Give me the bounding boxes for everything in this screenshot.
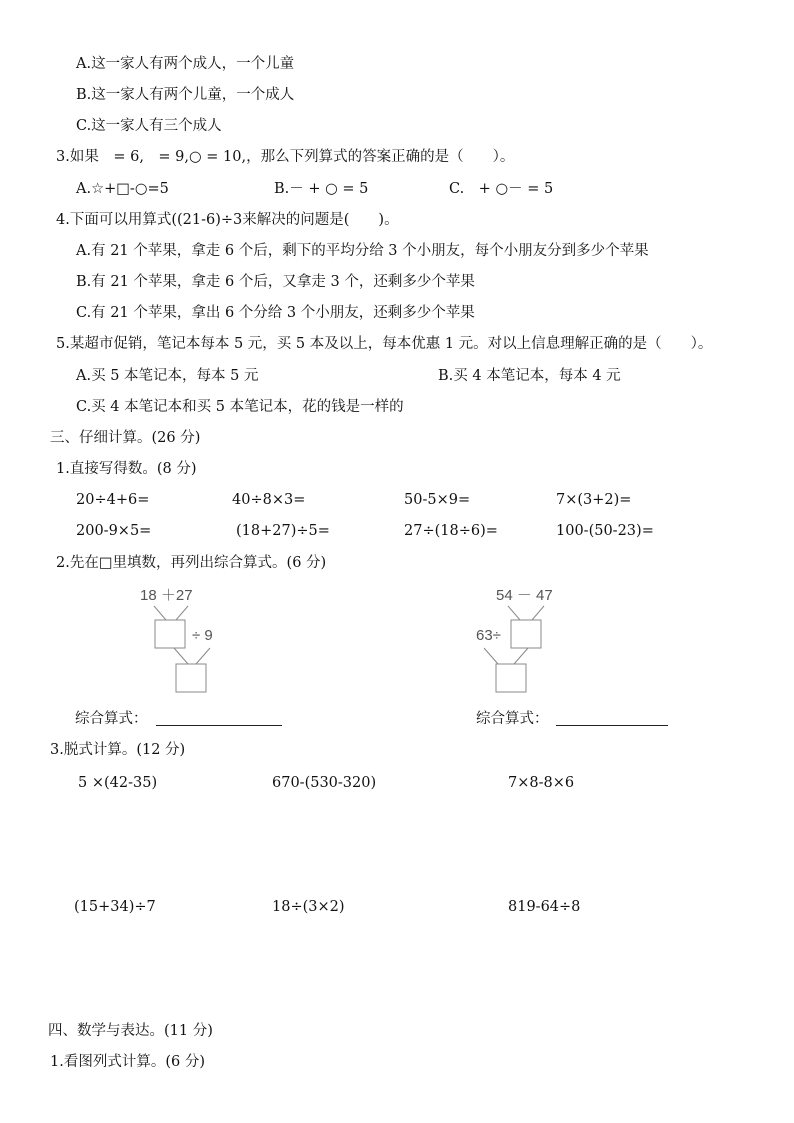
answer-box bbox=[176, 664, 206, 692]
oral-calc-item: 20÷4+6= bbox=[76, 492, 150, 508]
section3-part1-title: 1.直接写得数。(8 分) bbox=[56, 461, 197, 477]
step-calc-item: 7×8-8×6 bbox=[508, 775, 575, 791]
section4-part1-title: 1.看图列式计算。(6 分) bbox=[50, 1054, 205, 1070]
q3-stem: 3.如果 = 6, = 9,○ = 10,，那么下列算式的答案正确的是（ ）。 bbox=[56, 149, 515, 165]
oral-calc-item: 100-(50-23)= bbox=[556, 523, 654, 539]
q2-option-a: A.这一家人有两个成人，一个儿童 bbox=[76, 56, 295, 72]
answer-box bbox=[155, 620, 185, 648]
q2-option-b: B.这一家人有两个儿童，一个成人 bbox=[76, 87, 295, 103]
combined-label-right: 综合算式： bbox=[476, 711, 549, 727]
q2-option-c: C.这一家人有三个成人 bbox=[76, 118, 222, 134]
diagram-left-side: ÷ 9 bbox=[192, 627, 213, 644]
q5-stem: 5.某超市促销，笔记本每本 5 元，买 5 本及以上，每本优惠 1 元。对以上信息理解正确的是（ ）。 bbox=[56, 336, 713, 352]
diagram-left-top: 18 ＋27 bbox=[140, 587, 193, 604]
q3-option-a: A.☆+□-○=5 bbox=[76, 181, 169, 197]
step-calc-item: 670-(530-320) bbox=[272, 775, 377, 791]
connector-line bbox=[196, 648, 210, 664]
section3-title: 三、仔细计算。(26 分) bbox=[50, 430, 201, 446]
connector-line bbox=[514, 648, 528, 664]
connector-line bbox=[176, 606, 188, 620]
step-calc-item: 18÷(3×2) bbox=[272, 899, 345, 915]
oral-calc-item: 7×(3+2)= bbox=[556, 492, 632, 508]
q4-option-a: A.有 21 个苹果，拿走 6 个后，剩下的平均分给 3 个小朋友，每个小朋友分到多少个苹果 bbox=[76, 243, 649, 259]
step-calc-item: (15+34)÷7 bbox=[74, 899, 156, 915]
oral-calc-item: 200-9×5= bbox=[76, 523, 152, 539]
q3-option-c: C. + ○－ = 5 bbox=[449, 181, 554, 197]
step-calc-item: 5 ×(42-35) bbox=[78, 775, 158, 791]
q5-option-a: A.买 5 本笔记本，每本 5 元 bbox=[76, 368, 259, 384]
q4-option-c: C.有 21 个苹果，拿出 6 个分给 3 个小朋友，还剩多少个苹果 bbox=[76, 305, 475, 321]
section3-part3-title: 3.脱式计算。(12 分) bbox=[50, 742, 186, 758]
oral-calc-item: (18+27)÷5= bbox=[236, 523, 330, 539]
section3-part2-title: 2.先在□里填数，再列出综合算式。(6 分) bbox=[56, 555, 327, 571]
step-calc-item: 819-64÷8 bbox=[508, 899, 581, 915]
section4-title: 四、数学与表达。(11 分) bbox=[48, 1023, 213, 1039]
answer-blank-right[interactable] bbox=[556, 724, 668, 726]
connector-line bbox=[154, 606, 166, 620]
diagram-right-top: 54 － 47 bbox=[496, 587, 553, 604]
connector-line bbox=[532, 606, 544, 620]
q4-stem: 4.下面可以用算式((21-6)÷3来解决的问题是( )。 bbox=[56, 212, 399, 228]
q4-option-b: B.有 21 个苹果，拿走 6 个后，又拿走 3 个，还剩多少个苹果 bbox=[76, 274, 475, 290]
connector-line bbox=[484, 648, 498, 664]
combined-label-left: 综合算式： bbox=[75, 711, 148, 727]
q3-option-b: B.－ + ○ = 5 bbox=[274, 181, 369, 197]
connector-line bbox=[174, 648, 188, 664]
answer-box bbox=[496, 664, 526, 692]
connector-line bbox=[508, 606, 520, 620]
flow-diagram-right bbox=[470, 582, 600, 702]
oral-calc-item: 40÷8×3= bbox=[232, 492, 306, 508]
q5-option-c: C.买 4 本笔记本和买 5 本笔记本，花的钱是一样的 bbox=[76, 399, 404, 415]
flow-diagram-left bbox=[130, 582, 260, 702]
oral-calc-item: 27÷(18÷6)= bbox=[404, 523, 498, 539]
q5-option-b: B.买 4 本笔记本，每本 4 元 bbox=[438, 368, 621, 384]
answer-blank-left[interactable] bbox=[156, 724, 282, 726]
answer-box bbox=[511, 620, 541, 648]
diagram-right-side: 63÷ bbox=[476, 627, 501, 644]
oral-calc-item: 50-5×9= bbox=[404, 492, 471, 508]
